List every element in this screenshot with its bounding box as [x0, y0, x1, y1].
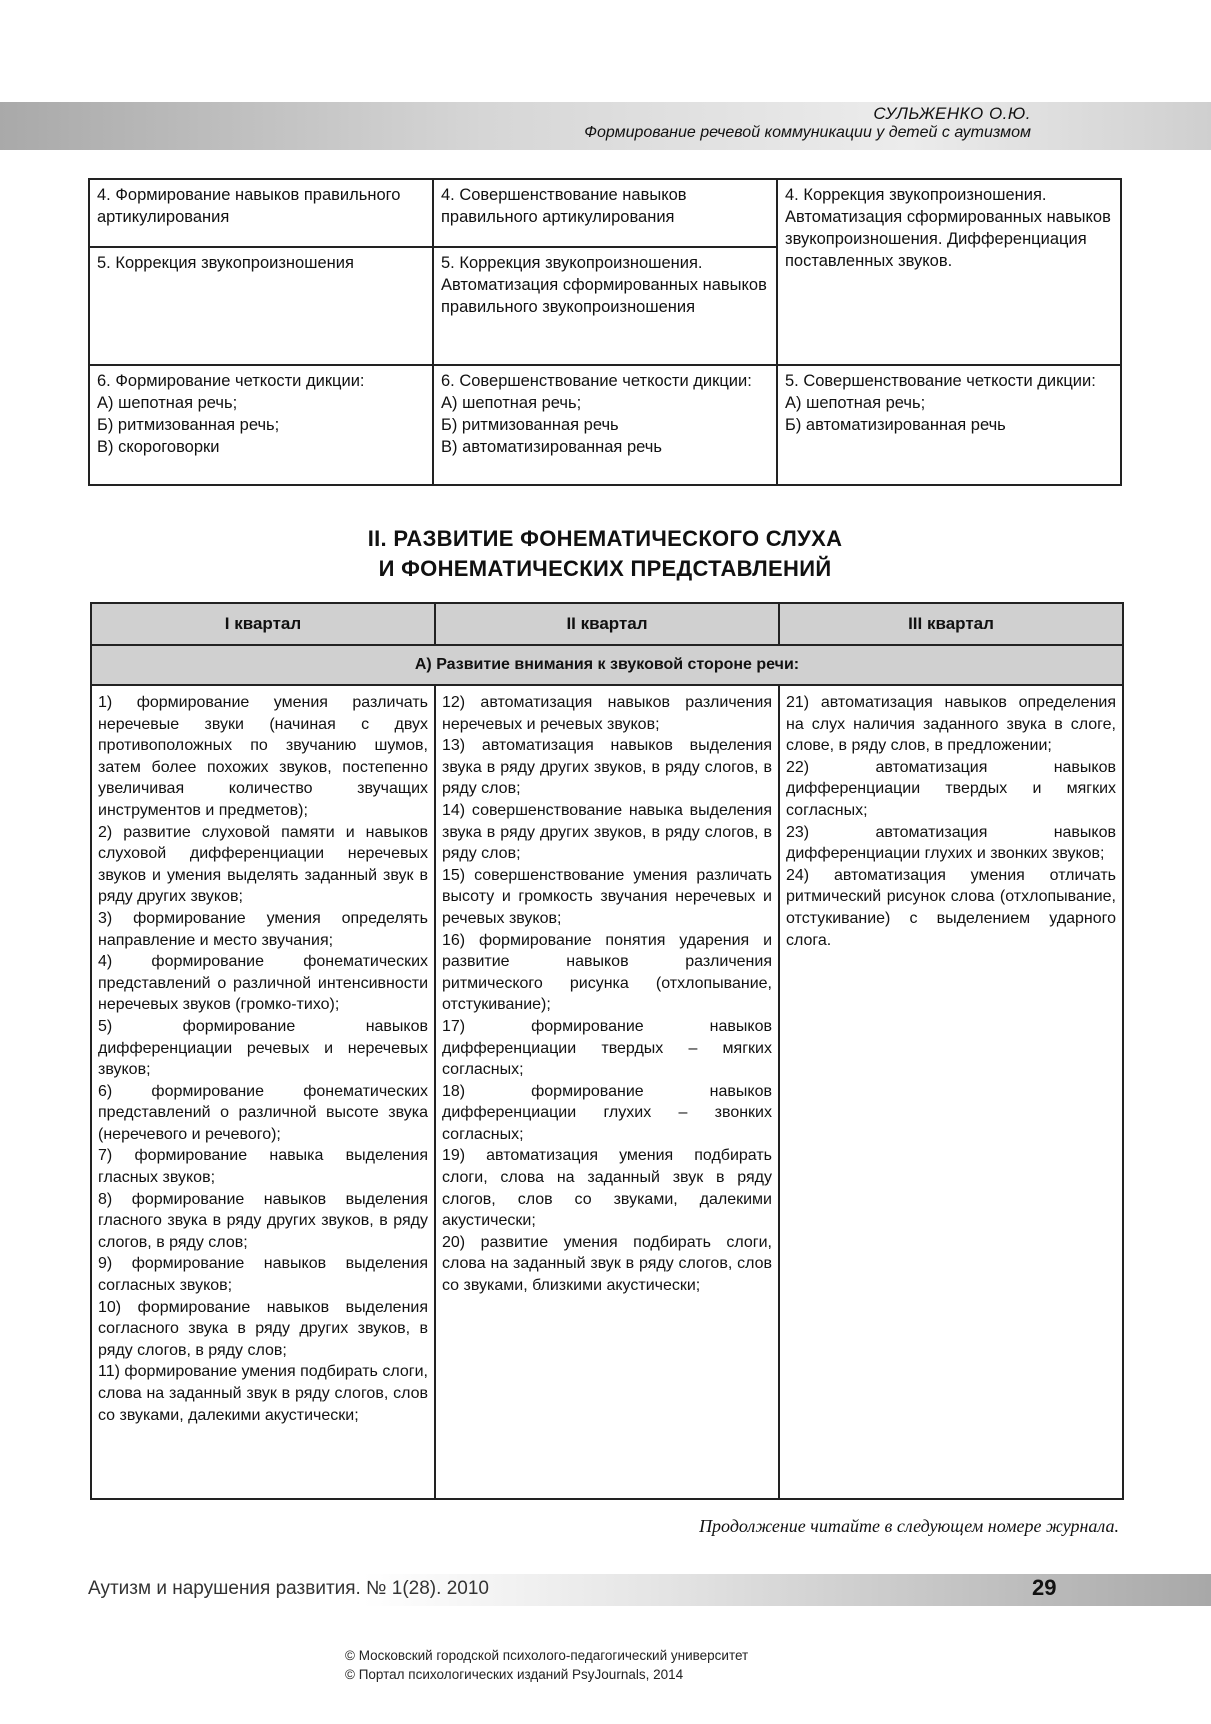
- articulation-table: [88, 178, 1122, 486]
- list-item: 21) автоматизация навыков определения на слух наличия заданного звука в слоге, слове, в ряду слов, в предложении;: [786, 694, 1116, 755]
- list-item: 24) автоматизация умения отличать ритмический рисунок слова (отхлопывание, отстукивание) с выделением ударного слога.: [786, 866, 1116, 949]
- list-item: 1) формирование умения различать неречевые звуки (начиная с двух противоположных по звучанию шумов, затем более похожих звуков, постепенно увеличивая количество звучащих инструментов и предметов);: [98, 694, 428, 819]
- list-item: 14) совершенствование навыка выделения звука в ряду других звуков, в ряду слогов, в ряду слов;: [442, 801, 772, 863]
- list-item: 9) формирование навыков выделения согласных звуков;: [98, 1255, 428, 1295]
- list-item: 22) автоматизация навыков дифференциации твердых и мягких согласных;: [786, 758, 1116, 819]
- column-q3-items: [779, 685, 1123, 1499]
- column-header-q1: I квартал: [91, 603, 435, 645]
- subsection-header: А) Развитие внимания к звуковой стороне речи:: [91, 645, 1123, 685]
- list-item: 16) формирование понятия ударения и развитие навыков различения ритмического рисунка (отхлопывание, отстукивание);: [442, 931, 772, 1014]
- copyright-line-1: © Московский городской психолого-педагогический университет: [345, 1648, 749, 1663]
- list-item: 18) формирование навыков дифференциации глухих – звонких согласных;: [442, 1082, 772, 1143]
- continuation-note: Продолжение читайте в следующем номере журнала.: [699, 1516, 1119, 1536]
- column-q2-items: [435, 685, 779, 1499]
- list-item: 17) формирование навыков дифференциации твердых – мягких согласных;: [442, 1017, 772, 1079]
- cell-r3c1: 6. Формирование четкости дикции: А) шепотная речь; Б) ритмизованная речь; В) скороговорки: [89, 365, 433, 485]
- list-item: 6) формирование фонематических представлений о различной высоте звука (неречевого и речевого);: [98, 1082, 428, 1143]
- cell-r1c1: 4. Формирование навыков правильного артикулирования: [89, 179, 433, 247]
- column-q1-items: [91, 685, 435, 1499]
- list-item: 11) формирование умения подбирать слоги, слова на заданный звук в ряду слогов, слов со звуками, далекими акустически;: [98, 1363, 428, 1424]
- section-title-line1: II. РАЗВИТИЕ ФОНЕМАТИЧЕСКОГО СЛУХА: [367, 526, 843, 551]
- cell-r2c2: 5. Коррекция звукопроизношения. Автоматизация сформированных навыков правильного звукопроизношения: [433, 247, 777, 365]
- list-item: 12) автоматизация навыков различения неречевых и речевых звуков;: [442, 694, 772, 733]
- header-author: СУЛЬЖЕНКО О.Ю.: [873, 104, 1031, 123]
- phonemic-hearing-table: [90, 602, 1124, 1500]
- column-header-q3: III квартал: [779, 603, 1123, 645]
- copyright-block: [345, 1646, 748, 1684]
- cell-c3-merged: 4. Коррекция звукопроизношения. Автоматизация сформированных навыков звукопроизношения. Дифференциация поставленных звуков.: [777, 179, 1121, 365]
- cell-r3c3: 5. Совершенствование четкости дикции: А) шепотная речь; Б) автоматизированная речь: [777, 365, 1121, 485]
- list-item: 4) формирование фонематических представлений о различной интенсивности неречевых звуков (громко-тихо);: [98, 953, 428, 1014]
- list-item: 20) развитие умения подбирать слоги, слова на заданный звук в ряду слогов, слов со звуками, близкими акустически;: [442, 1233, 772, 1295]
- footer-journal: Аутизм и нарушения развития. № 1(28). 2010: [88, 1578, 489, 1599]
- list-item: 10) формирование навыков выделения согласного звука в ряду других звуков, в ряду слогов, в ряду слов;: [98, 1298, 428, 1359]
- list-item: 19) автоматизация умения подбирать слоги, слова на заданный звук в ряду слогов, слов со звуками, далекими акустически;: [442, 1147, 772, 1230]
- cell-r1c2: 4. Совершенствование навыков правильного артикулирования: [433, 179, 777, 247]
- list-item: 13) автоматизация навыков выделения звука в ряду других звуков, в ряду слогов, в ряду слов;: [442, 737, 772, 798]
- cell-r2c1: 5. Коррекция звукопроизношения: [89, 247, 433, 365]
- list-item: 23) автоматизация навыков дифференциации глухих и звонких звуков;: [786, 823, 1116, 863]
- list-item: 2) развитие слуховой памяти и навыков слуховой дифференциации неречевых звуков и умения выделять заданный звук в ряду других звуков;: [98, 823, 428, 906]
- list-item: 3) формирование умения определять направление и место звучания;: [98, 909, 428, 949]
- section-title: [88, 524, 1122, 584]
- column-header-q2: II квартал: [435, 603, 779, 645]
- cell-r3c2: 6. Совершенствование четкости дикции: А) шепотная речь; Б) ритмизованная речь В) автоматизированная речь: [433, 365, 777, 485]
- list-item: 8) формирование навыков выделения гласного звука в ряду других звуков, в ряду слогов, в ряду слов;: [98, 1190, 428, 1251]
- section-title-line2: И ФОНЕМАТИЧЕСКИХ ПРЕДСТАВЛЕНИЙ: [378, 556, 832, 581]
- list-item: 15) совершенствование умения различать высоту и громкость звучания неречевых и речевых звуков;: [442, 866, 772, 927]
- header-article-title: Формирование речевой коммуникации у детей с аутизмом: [584, 124, 1031, 141]
- page-number: 29: [1032, 1575, 1057, 1600]
- list-item: 7) формирование навыка выделения гласных звуков;: [98, 1147, 428, 1187]
- copyright-line-2: © Портал психологических изданий PsyJournals, 2014: [345, 1667, 684, 1682]
- list-item: 5) формирование навыков дифференциации речевых и неречевых звуков;: [98, 1017, 428, 1079]
